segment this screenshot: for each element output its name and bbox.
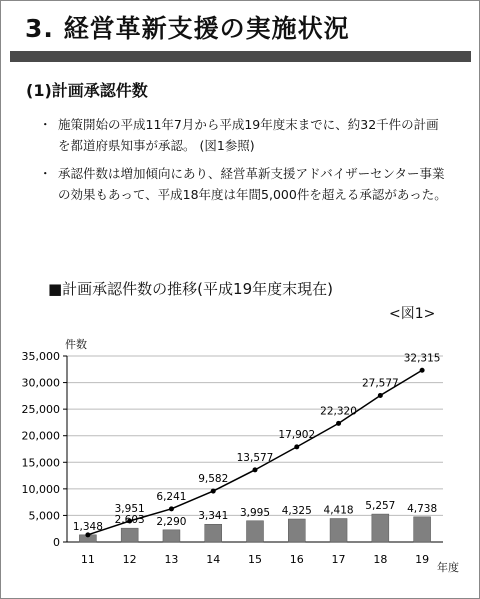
y-tick-label: 15,000: [21, 456, 60, 470]
line-point: [169, 506, 174, 511]
line-point: [253, 467, 258, 472]
x-tick-label: 19: [415, 553, 430, 566]
bar: [372, 514, 389, 542]
bullet-item: [39, 114, 451, 156]
x-tick-label: 13: [164, 553, 179, 566]
bar-data-label: 2,290: [156, 515, 187, 528]
bar-data-label: 5,257: [365, 500, 396, 513]
line-point: [85, 532, 90, 537]
x-axis-unit: 年度: [437, 561, 459, 574]
bar: [288, 519, 305, 542]
bullet-marker: ・: [39, 117, 52, 132]
bar: [330, 519, 347, 542]
x-tick-label: 11: [80, 553, 95, 566]
bar: [414, 517, 431, 542]
line-point: [211, 489, 216, 494]
x-tick-label: 12: [122, 553, 137, 566]
line-point: [294, 444, 299, 449]
bar-data-label: 1,348: [72, 520, 103, 533]
x-tick-label: 16: [289, 553, 304, 566]
y-axis-unit: 件数: [65, 338, 87, 351]
line-data-label: 13,577: [236, 451, 274, 464]
line-data-label: 9,582: [198, 473, 229, 486]
bar-data-label: 3,341: [198, 510, 229, 523]
chart-title: ■計画承認件数の推移(平成19年度末現在): [48, 280, 333, 298]
line-point: [336, 421, 341, 426]
y-tick-label: 30,000: [21, 376, 60, 390]
line-data-label: 17,902: [278, 428, 316, 441]
y-tick-label: 0: [53, 536, 60, 549]
line-data-label: 27,577: [361, 377, 399, 390]
y-tick-label: 5,000: [28, 509, 60, 523]
page-title: 3. 経営革新支援の実施状況: [25, 14, 350, 43]
y-tick-label: 25,000: [21, 403, 60, 417]
bar-data-label: 4,418: [323, 504, 354, 517]
bullet-text: 承認件数は増加傾向にあり、経営革新支援アドバイザーセンター事業の効果もあって、平成18年度は年間5,000件を超える承認があった。: [58, 166, 447, 202]
bar: [205, 524, 222, 542]
bar-data-label: 2,603: [114, 514, 145, 527]
bullet-item: [39, 163, 451, 205]
y-tick-label: 20,000: [21, 429, 60, 443]
bar: [163, 530, 180, 542]
line-data-label: 22,320: [320, 405, 357, 418]
x-tick-label: 17: [331, 553, 346, 566]
line-point: [420, 368, 425, 373]
section-heading: (1)計画承認件数: [26, 81, 148, 100]
bar-data-label: 4,325: [281, 505, 312, 518]
line-point: [378, 393, 383, 398]
title-underline-bar: [10, 51, 471, 62]
approval-chart: [1, 321, 480, 581]
figure-label: <図1>: [389, 306, 436, 322]
line-data-label: 6,241: [156, 490, 187, 503]
y-tick-label: 10,000: [21, 482, 60, 496]
bullet-marker: ・: [39, 166, 52, 181]
bar: [247, 521, 264, 542]
line-data-label: 32,315: [403, 352, 441, 365]
bar: [121, 528, 138, 542]
line-data-label: 3,951: [114, 503, 145, 516]
bullet-list: [39, 114, 451, 212]
x-tick-label: 18: [373, 553, 388, 566]
bullet-text: 施策開始の平成11年7月から平成19年度末までに、約32千件の計画を都道府県知事が承認。 (図1参照): [58, 117, 439, 153]
bar-data-label: 4,738: [407, 502, 438, 515]
bar-data-label: 3,995: [239, 506, 271, 519]
x-tick-label: 14: [206, 553, 221, 566]
x-tick-label: 15: [248, 553, 262, 566]
y-tick-label: 35,000: [21, 350, 60, 363]
